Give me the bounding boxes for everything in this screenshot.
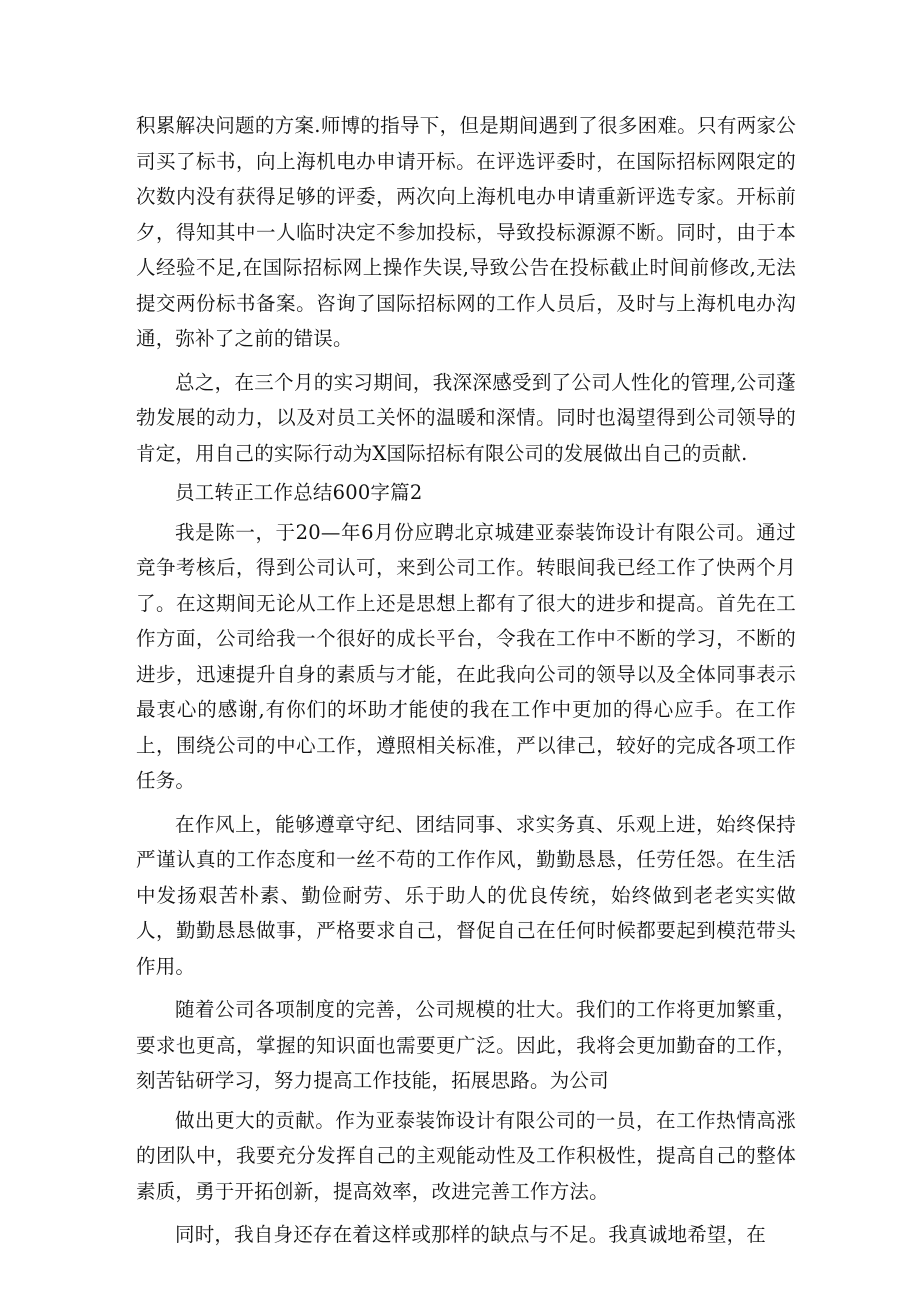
paragraph-growth: 随着公司各项制度的完善，公司规模的壮大。我们的工作将更加繁重，要求也更高，掌握的知识面也需要更广泛。因此，我将会更加勤奋的工作，刻苦钻研学习，努力提高工作技能，拓展思路。为公司 [136, 998, 796, 1092]
paragraph-summary: 总之，在三个月的实习期间，我深深感受到了公司人性化的管理,公司蓬勃发展的动力，以及对员工关怀的温暖和深情。同时也渴望得到公司领导的肯定，用自己的实际行动为X国际招标有限公司的发展做出自己的贡献. [136, 370, 796, 465]
document-body [136, 108, 796, 1253]
paragraph-shortcomings: 同时，我自身还存在着这样或那样的缺点与不足。我真诚地希望，在 [175, 1223, 767, 1246]
paragraph-contribution: 做出更大的贡献。作为亚泰装饰设计有限公司的一员，在工作热情高涨的团队中，我要充分发挥自己的主观能动性及工作积极性，提高自己的整体素质，勇于开拓创新，提高效率，改进完善工作方法。 [136, 1108, 796, 1203]
paragraph-intro: 我是陈一，于20—年6月份应聘北京城建亚泰装饰设计有限公司。通过竞争考核后，得到公司认可，来到公司工作。转眼间我已经工作了快两个月了。在这期间无论从工作上还是思想上都有了很大的进步和提高。首先在工作方面，公司给我一个很好的成长平台，令我在工作中不断的学习，不断的进步，迅速提升自身的素质与才能，在此我向公司的领导以及全体同事表示最衷心的感谢,有你们的坏助才能使的我在工作中更加的得心应手。在工作上，围绕公司的中心工作，遵照相关标准，严以律己，较好的完成各项工作任务。 [136, 520, 796, 792]
section-heading: 员工转正工作总结600字篇2 [175, 481, 423, 504]
paragraph-continuation: 积累解决问题的方案.师博的指导下，但是期间遇到了很多困难。只有两家公司买了标书，向上海机电办申请开标。在评选评委时，在国际招标网限定的次数内没有获得足够的评委，两次向上海机电办申请重新评选专家。开标前夕，得知其中一人临时决定不参加投标，导致投标源源不断。同时，由于本人经验不足,在国际招标网上操作失误,导致公告在投标截止时间前修改,无法提交两份标书备案。咨询了国际招标网的工作人员后，及时与上海机电办沟通，弥补了之前的错误。 [136, 114, 796, 350]
paragraph-work-style: 在作风上，能够遵章守纪、团结同事、求实务真、乐观上进，始终保持严谨认真的工作态度和一丝不苟的工作作风，勤勤恳恳，任劳任怨。在生活中发扬艰苦朴素、勤俭耐劳、乐于助人的优良传统，始终做到老老实实做人，勤勤恳恳做事，严格要求自己，督促自己在任何时候都要起到模范带头作用。 [136, 812, 796, 978]
